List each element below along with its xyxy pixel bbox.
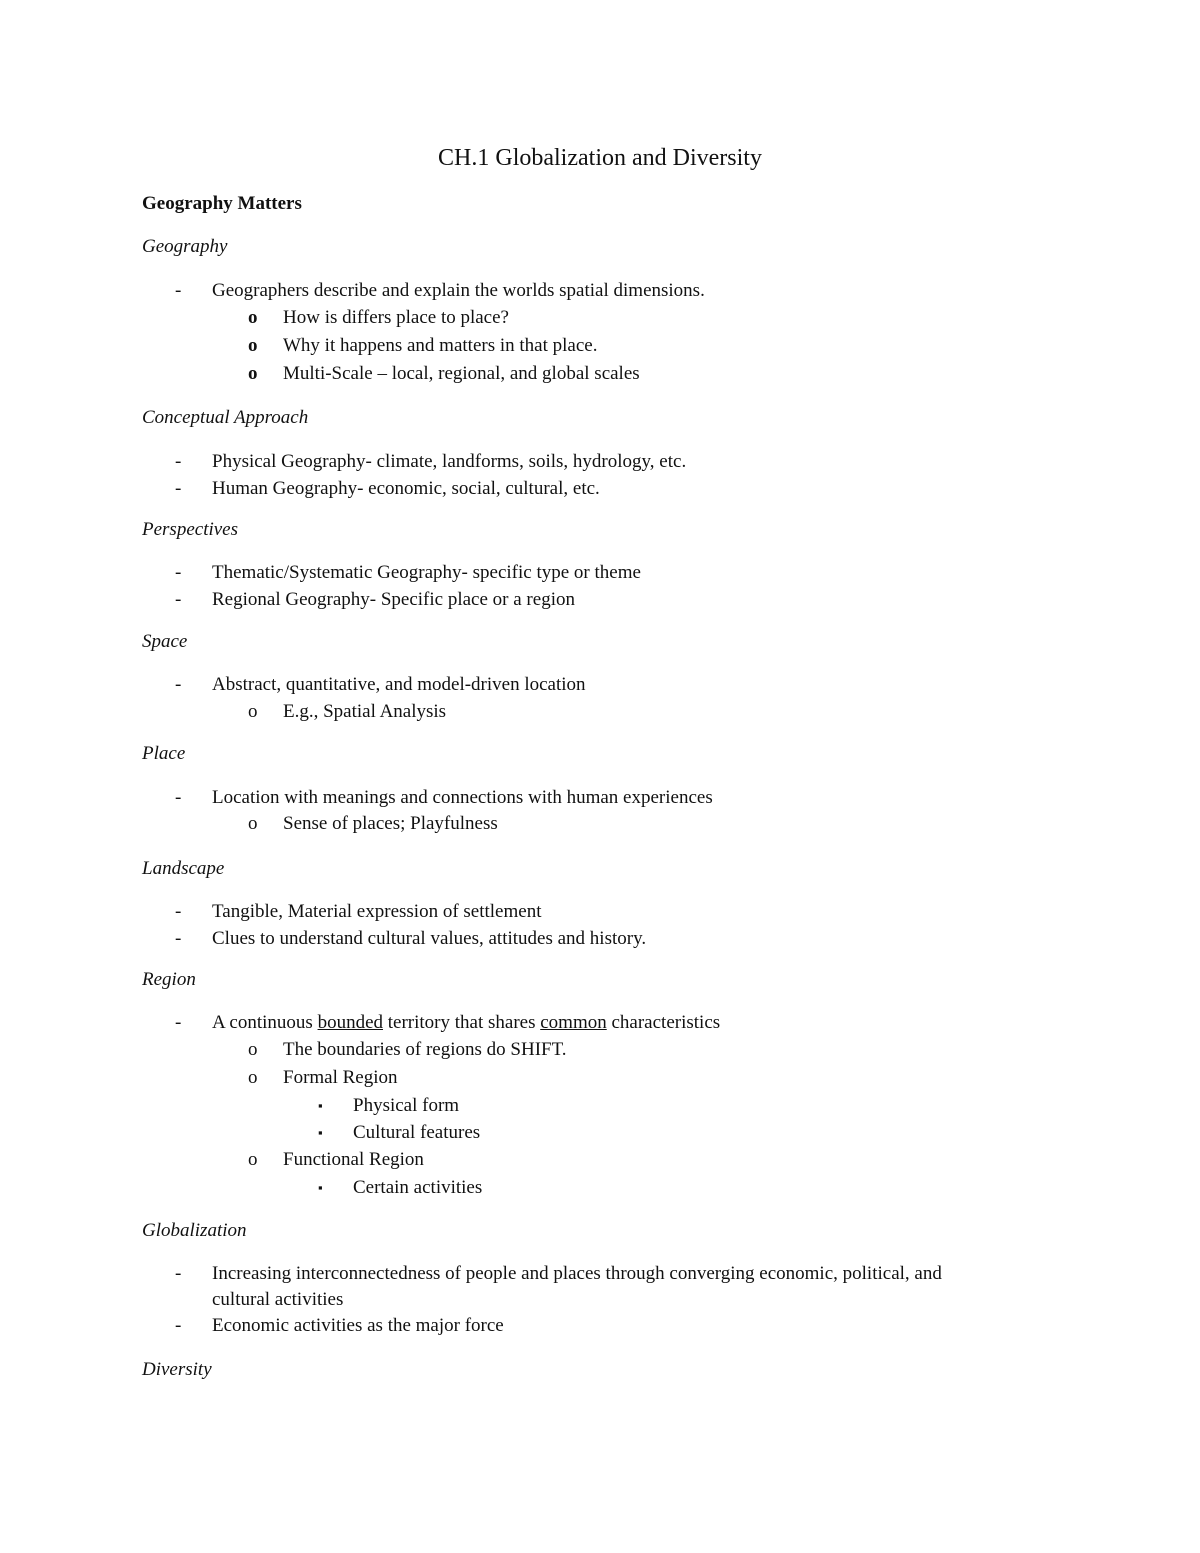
circle-bullet-icon: o [248,813,258,834]
square-bullet-icon: ▪ [318,1098,323,1113]
heading-conceptual-approach: Conceptual Approach [142,407,309,428]
circle-bullet-icon: o [248,1039,258,1060]
list-item [212,1010,720,1036]
list-item: Certain activities [353,1177,483,1198]
circle-bullet-icon: o [248,335,258,356]
dash-bullet: - [175,478,182,499]
heading-diversity: Diversity [142,1359,212,1380]
list-item: Abstract, quantitative, and model-driven location [212,674,586,695]
dash-bullet: - [175,901,182,922]
heading-geography: Geography [142,236,228,257]
list-item: Functional Region [283,1149,424,1170]
list-item: E.g., Spatial Analysis [283,701,447,722]
dash-bullet: - [175,589,182,610]
list-item: Increasing interconnectedness of people and places through converging economic, political, and [212,1263,942,1284]
dash-bullet: - [175,562,182,583]
list-item: Economic activities as the major force [212,1315,504,1336]
circle-bullet-icon: o [248,307,258,328]
circle-bullet-icon: o [248,1149,258,1170]
circle-bullet-icon: o [248,363,258,384]
list-item: Regional Geography- Specific place or a region [212,589,575,610]
list-item: The boundaries of regions do SHIFT. [283,1039,567,1060]
list-item: Physical form [353,1095,460,1116]
list-item: Sense of places; Playfulness [283,813,498,834]
list-item: Geographers describe and explain the worlds spatial dimensions. [212,280,705,301]
square-bullet-icon: ▪ [318,1125,323,1140]
list-item: Clues to understand cultural values, attitudes and history. [212,928,647,949]
heading-perspectives: Perspectives [142,519,239,540]
underlined-term: common [540,1012,607,1033]
heading-region: Region [142,969,196,990]
text-run: territory that shares [383,1012,541,1033]
list-item: Location with meanings and connections with human experiences [212,787,713,808]
heading-landscape: Landscape [142,858,225,879]
dash-bullet: - [175,1315,182,1336]
dash-bullet: - [175,1012,182,1033]
heading-place: Place [142,743,186,764]
heading-globalization: Globalization [142,1220,247,1241]
page-title: CH.1 Globalization and Diversity [438,145,762,171]
list-item: Physical Geography- climate, landforms, soils, hydrology, etc. [212,451,687,472]
list-item: Thematic/Systematic Geography- specific type or theme [212,562,641,583]
list-item: Formal Region [283,1067,398,1088]
square-bullet-icon: ▪ [318,1180,323,1195]
circle-bullet-icon: o [248,701,258,722]
dash-bullet: - [175,451,182,472]
dash-bullet: - [175,280,182,301]
list-item: Tangible, Material expression of settlement [212,901,542,922]
list-item: Cultural features [353,1122,481,1143]
dash-bullet: - [175,787,182,808]
dash-bullet: - [175,928,182,949]
list-item: Human Geography- economic, social, cultural, etc. [212,478,600,499]
list-item: How is differs place to place? [283,307,509,328]
section-heading: Geography Matters [142,193,302,214]
list-item: Multi-Scale – local, regional, and global scales [283,363,640,384]
list-item: Why it happens and matters in that place. [283,335,598,356]
underlined-term: bounded [317,1012,383,1033]
circle-bullet-icon: o [248,1067,258,1088]
text-run: A continuous [212,1012,318,1033]
dash-bullet: - [175,1263,182,1284]
list-item-continuation: cultural activities [212,1289,344,1310]
text-run: characteristics [606,1012,721,1033]
dash-bullet: - [175,674,182,695]
heading-space: Space [142,631,188,652]
